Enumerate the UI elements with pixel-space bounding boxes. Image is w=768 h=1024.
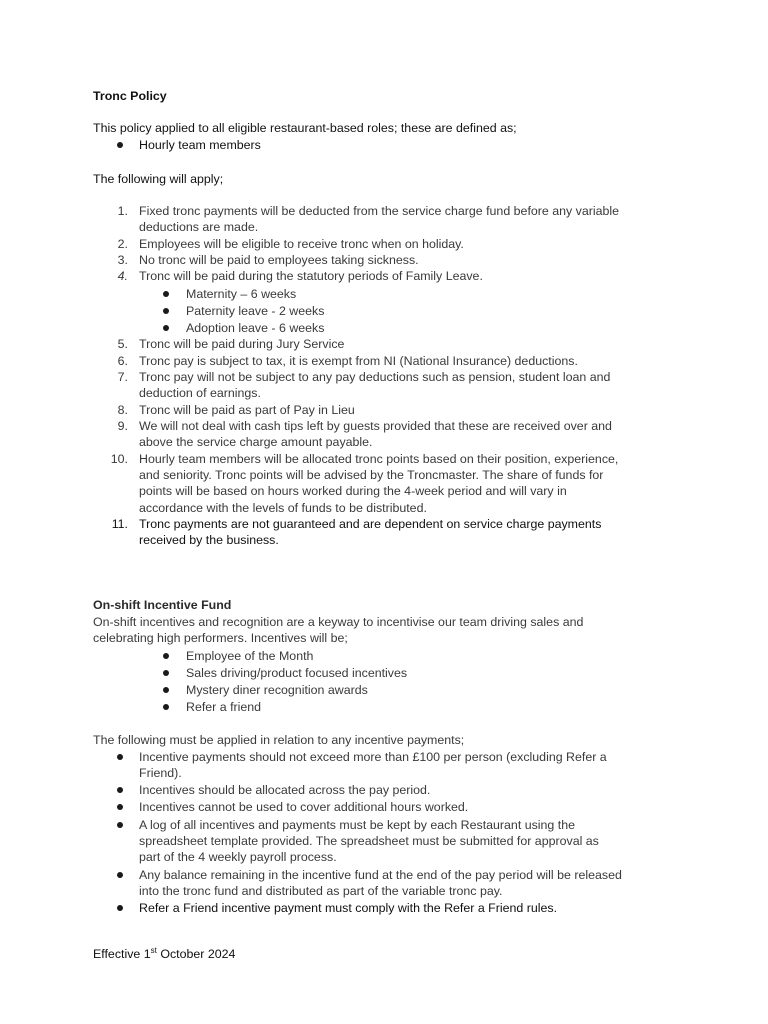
list-number: 5. <box>117 337 128 351</box>
list-item-line: Tronc pay will not be subject to any pay deductions such as pension, student loan and <box>139 370 611 384</box>
list-item-line: accordance with the levels of funds to be distributed. <box>139 501 427 515</box>
list-item-line: Tronc will be paid during Jury Service <box>139 337 345 351</box>
list-number: 10. <box>110 452 128 466</box>
rules-intro: The following must be applied in relation to any incentive payments; <box>93 733 465 747</box>
list-number: 4. <box>117 269 128 283</box>
sub-list-item: Adoption leave - 6 weeks <box>186 321 325 335</box>
list-number: 6. <box>117 354 128 368</box>
role-item: Hourly team members <box>139 138 261 152</box>
apply-intro: The following will apply; <box>93 172 224 186</box>
list-item-line: received by the business. <box>139 533 279 547</box>
list-item-line: Hourly team members will be allocated tronc points based on their position, experience, <box>139 452 619 466</box>
rule-line: part of the 4 weekly payroll process. <box>139 850 337 864</box>
effective-prefix: Effective 1 <box>93 947 151 961</box>
incentive-type: Sales driving/product focused incentives <box>186 666 408 680</box>
list-number: 11. <box>111 517 128 531</box>
list-item-line: deductions are made. <box>139 220 259 234</box>
tronc-intro: This policy applied to all eligible restaurant-based roles; these are defined as; <box>93 121 517 135</box>
rule-line: spreadsheet template provided. The spreadsheet must be submitted for approval as <box>139 834 599 848</box>
list-item-line: Tronc pay is subject to tax, it is exempt from NI (National Insurance) deductions. <box>139 354 578 368</box>
incentive-type: Refer a friend <box>186 700 262 714</box>
incentive-type: Mystery diner recognition awards <box>186 683 368 697</box>
bullet-icon <box>163 291 169 297</box>
bullet-icon <box>163 670 169 676</box>
incentive-intro-line: On-shift incentives and recognition are a keyway to incentivise our team driving sales and <box>93 615 584 629</box>
list-number: 1. <box>117 204 128 218</box>
rule-line: A log of all incentives and payments must be kept by each Restaurant using the <box>139 818 575 832</box>
bullet-icon <box>163 704 169 710</box>
list-item-line: Tronc payments are not guaranteed and are dependent on service charge payments <box>139 517 602 531</box>
bullet-icon <box>163 653 169 659</box>
effective-suffix: October 2024 <box>156 947 236 961</box>
rule-line: into the tronc fund and distributed as part of the variable tronc pay. <box>139 884 503 898</box>
list-number: 9. <box>117 419 128 433</box>
rule-line: Incentives cannot be used to cover additional hours worked. <box>139 800 469 814</box>
list-item-line: points will be based on hours worked during the 4-week period and will vary in <box>139 484 567 498</box>
bullet-icon <box>163 308 169 314</box>
bullet-icon <box>117 787 123 793</box>
rule-line: Refer a Friend incentive payment must comply with the Refer a Friend rules. <box>139 901 558 915</box>
rule-line: Friend). <box>139 766 182 780</box>
list-item-line: and seniority. Tronc points will be advised by the Troncmaster. The share of funds for <box>139 468 604 482</box>
list-item-line: Fixed tronc payments will be deducted from the service charge fund before any variable <box>139 204 620 218</box>
rule-line: Incentive payments should not exceed more than £100 per person (excluding Refer a <box>139 750 607 764</box>
list-item-line: Employees will be eligible to receive tronc when on holiday. <box>139 237 464 251</box>
sub-list-item: Paternity leave - 2 weeks <box>186 304 325 318</box>
bullet-icon <box>117 872 123 878</box>
list-item-line: Tronc will be paid as part of Pay in Lieu <box>139 403 355 417</box>
bullet-icon <box>117 822 123 828</box>
bullet-icon <box>117 905 123 911</box>
list-number: 8. <box>117 403 128 417</box>
bullet-icon <box>117 754 123 760</box>
incentive-type: Employee of the Month <box>186 649 314 663</box>
bullet-icon <box>117 804 123 810</box>
effective-date <box>93 946 235 963</box>
bullet-icon <box>163 325 169 331</box>
list-item-line: above the service charge amount payable. <box>139 435 373 449</box>
list-number: 2. <box>117 237 128 251</box>
list-item-line: deduction of earnings. <box>139 386 261 400</box>
list-item-line: Tronc will be paid during the statutory periods of Family Leave. <box>139 269 483 283</box>
effective-ordinal: st <box>150 945 157 955</box>
rule-line: Any balance remaining in the incentive fund at the end of the pay period will be released <box>139 868 622 882</box>
tronc-policy-title: Tronc Policy <box>93 89 167 103</box>
bullet-icon <box>117 142 123 148</box>
incentive-intro-line: celebrating high performers. Incentives will be; <box>93 631 348 645</box>
sub-list-item: Maternity – 6 weeks <box>186 287 297 301</box>
bullet-icon <box>163 687 169 693</box>
rule-line: Incentives should be allocated across the pay period. <box>139 783 431 797</box>
list-item-line: We will not deal with cash tips left by guests provided that these are received over and <box>139 419 612 433</box>
incentive-fund-title: On-shift Incentive Fund <box>93 598 232 612</box>
list-item-line: No tronc will be paid to employees taking sickness. <box>139 253 419 267</box>
list-number: 3. <box>117 253 128 267</box>
list-number: 7. <box>117 370 128 384</box>
